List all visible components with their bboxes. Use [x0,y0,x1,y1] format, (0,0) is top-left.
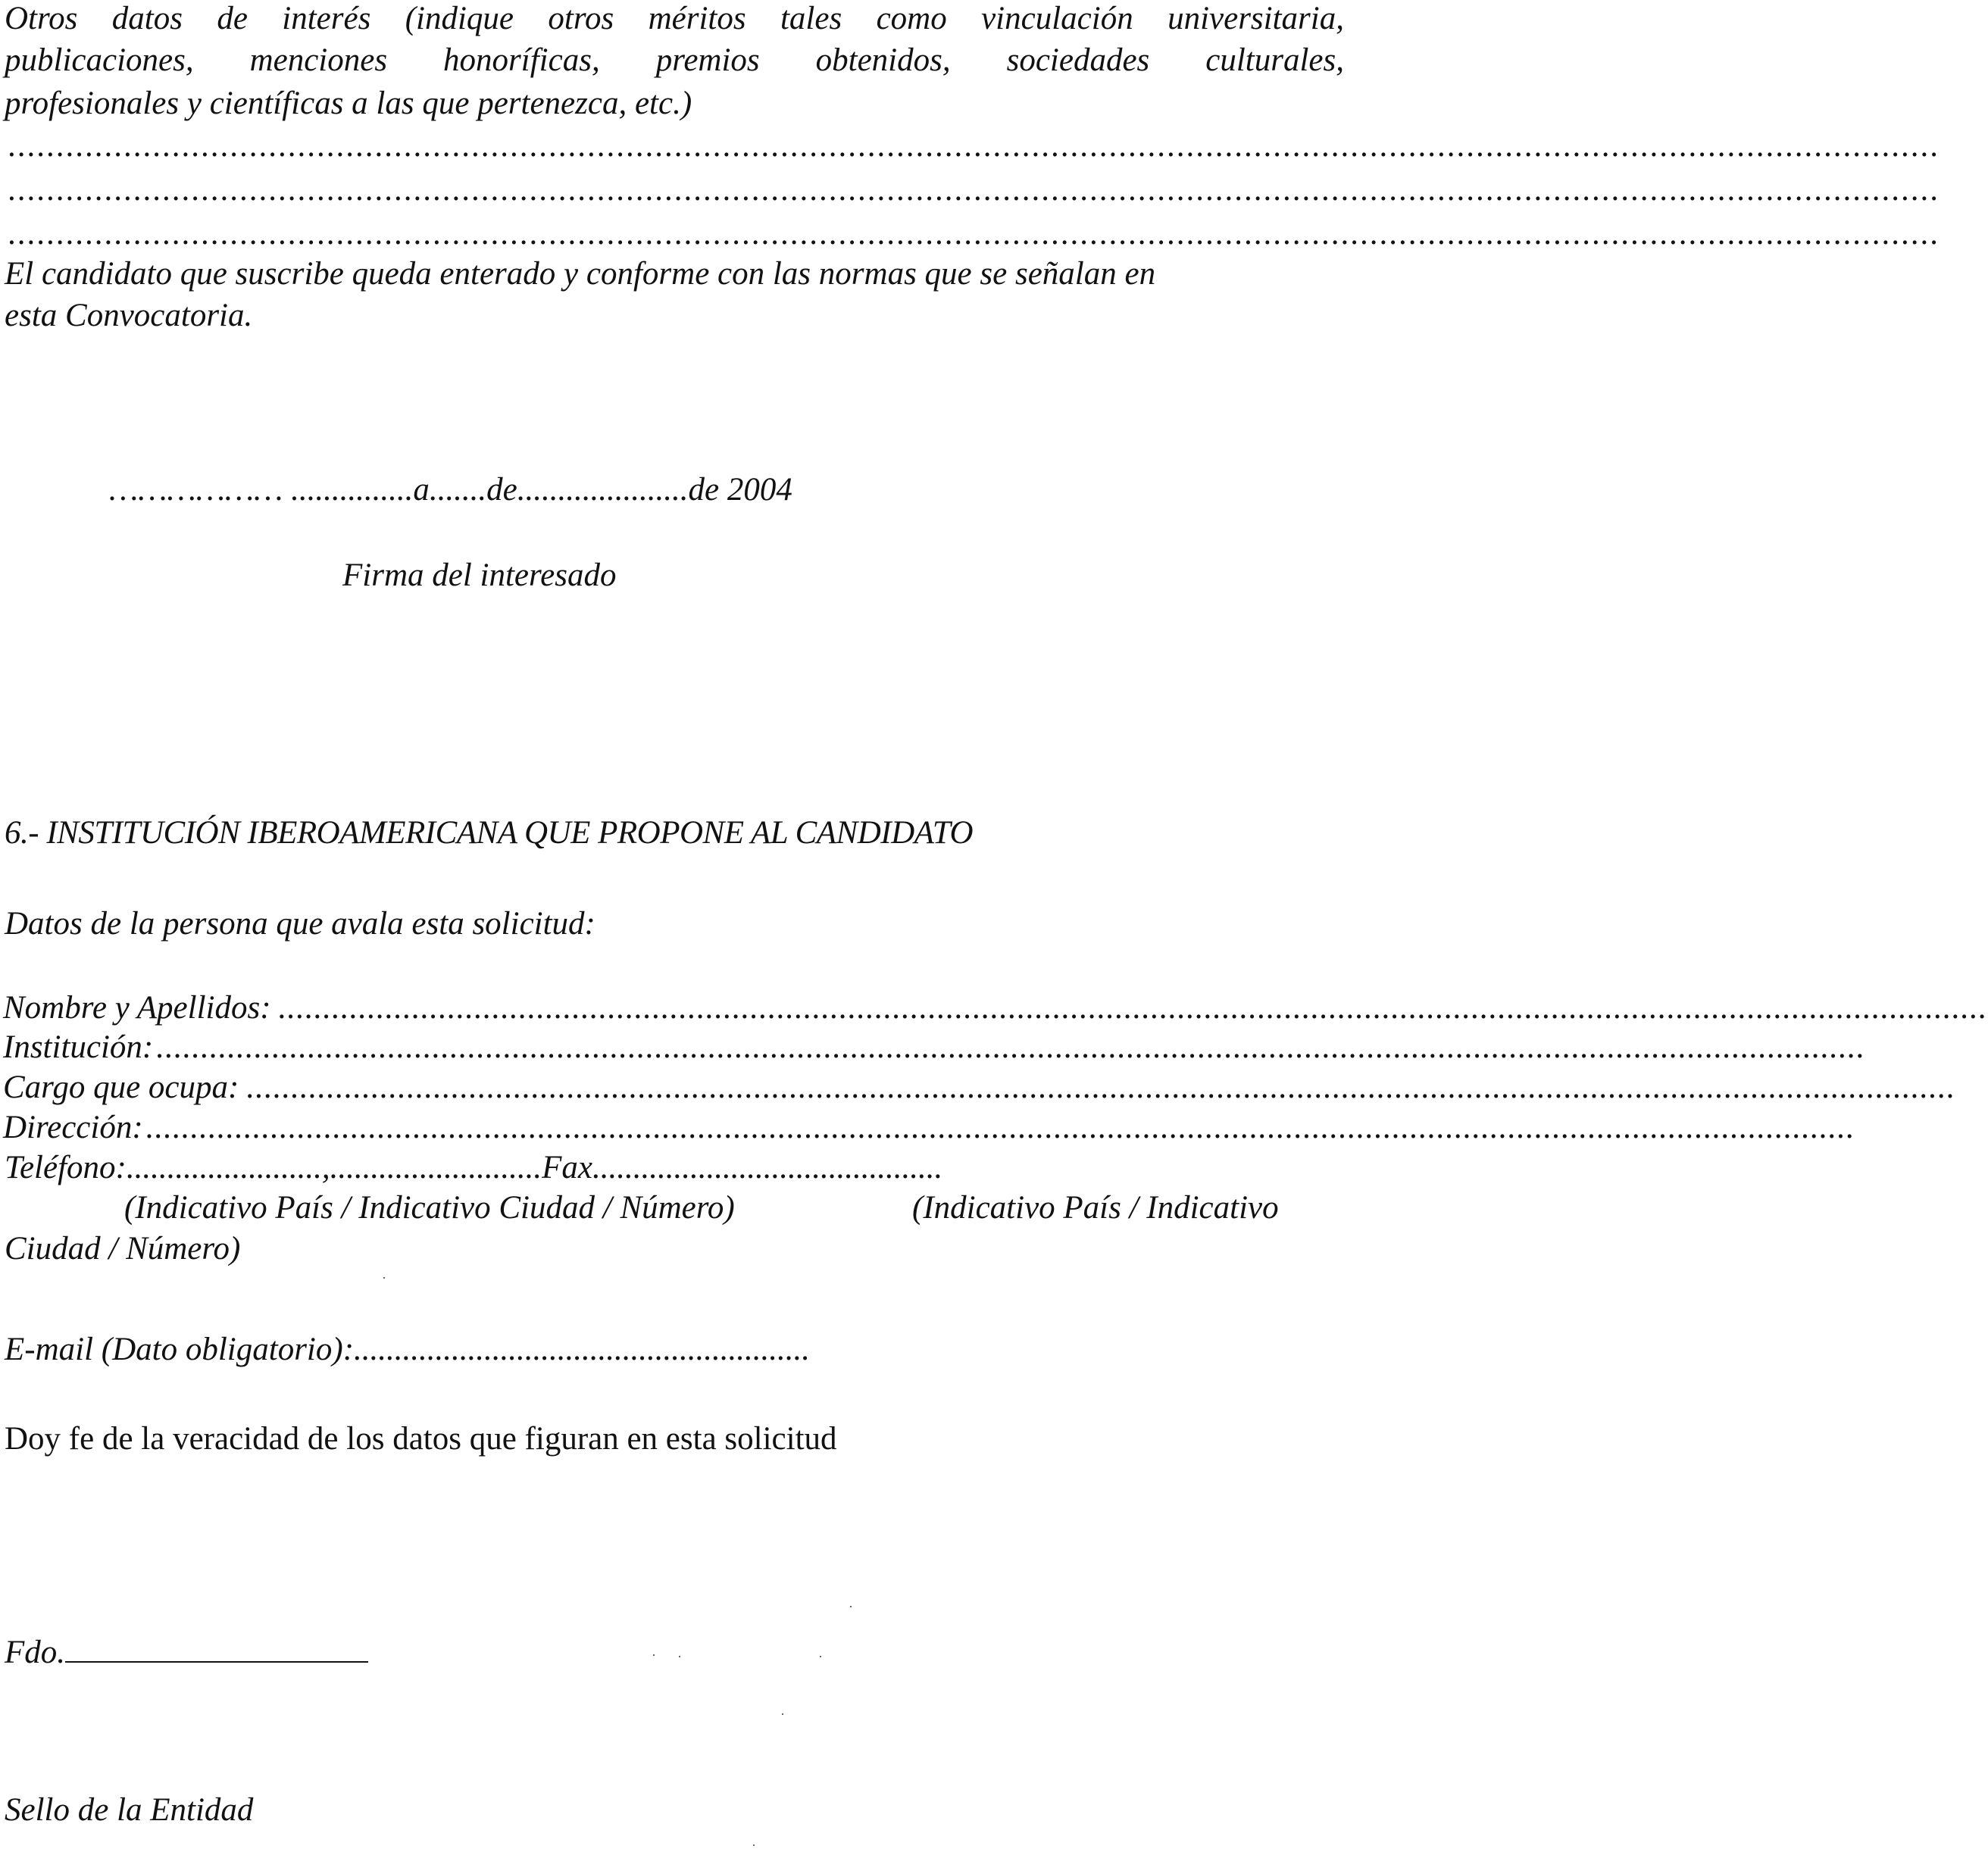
fdo-underline[interactable] [65,1634,368,1663]
scan-speck [850,1606,852,1607]
scan-speck [679,1656,680,1657]
scan-speck [782,1713,783,1715]
field-cargo-label: Cargo que ocupa: [3,1070,239,1105]
field-nombre[interactable] [3,989,1988,1026]
field-institucion-label: Institución: [3,1029,154,1065]
field-direccion-input[interactable]: ................................................................................................................................................................................................ [145,1110,1855,1145]
field-cargo[interactable] [3,1069,1956,1106]
field-institucion-input[interactable]: ................................................................................................................................................................................................ [156,1029,1866,1065]
field-direccion-label: Dirección: [3,1110,143,1145]
firma-interesado-label: Firma del interesado [342,558,617,593]
scan-speck [753,1844,755,1846]
section-6-title: 6.- INSTITUCIÓN IBEROAMERICANA QUE PROPONE AL CANDIDATO [5,815,973,851]
fecha-line[interactable]: ……………… ...............a.......de.....................de 2004 [109,472,792,508]
field-telefono-fax[interactable]: Teléfono:........................,..........................Fax........................................... [5,1150,943,1185]
indicativo-hint-continued: Ciudad / Número) [5,1231,241,1267]
email-field[interactable]: E-mail (Dato obligatorio):........................................................ [5,1332,811,1367]
scan-speck [653,1654,655,1656]
fax-indicativo-hint: (Indicativo País / Indicativo [912,1190,1279,1226]
otros-datos-fill-line-2[interactable]: ........................................................................................................................................................................................................ [8,172,1940,208]
field-direccion[interactable] [3,1109,1855,1146]
telefono-indicativo-hint: (Indicativo País / Indicativo Ciudad / Número) [124,1190,735,1226]
conformidad-line-1: El candidato que suscribe queda enterado y conforme con las normas que se señalan en [5,256,1156,292]
otros-datos-line-1: Otros datos de interés (indique otros méritos tales como vinculación universitaria, [5,1,1344,36]
field-nombre-label: Nombre y Apellidos: [3,990,271,1026]
scan-speck [383,1277,385,1279]
field-institucion[interactable] [3,1029,1866,1066]
otros-datos-line-2: publicaciones, menciones honoríficas, premios obtenidos, sociedades culturales, [5,42,1344,78]
otros-datos-fill-line-1[interactable]: ........................................................................................................................................................................................................ [8,128,1940,164]
otros-datos-line-3: profesionales y científicas a las que pertenezca, etc.) [5,86,692,121]
section-6-subtitle: Datos de la persona que avala esta solicitud: [5,906,595,942]
conformidad-line-2: esta Convocatoria. [5,298,253,333]
sello-entidad-label: Sello de la Entidad [5,1792,254,1828]
field-nombre-input[interactable]: ................................................................................................................................................................................................ [278,990,1988,1026]
fdo-label: Fdo. [5,1635,66,1670]
otros-datos-fill-line-3[interactable]: ........................................................................................................................................................................................................ [8,216,1940,251]
fdo-signature-line[interactable] [5,1634,368,1671]
scan-speck [820,1656,821,1657]
field-cargo-input[interactable]: ................................................................................................................................................................................................ [246,1070,1956,1105]
doy-fe-statement: Doy fe de la veracidad de los datos que figuran en esta solicitud [5,1421,837,1457]
